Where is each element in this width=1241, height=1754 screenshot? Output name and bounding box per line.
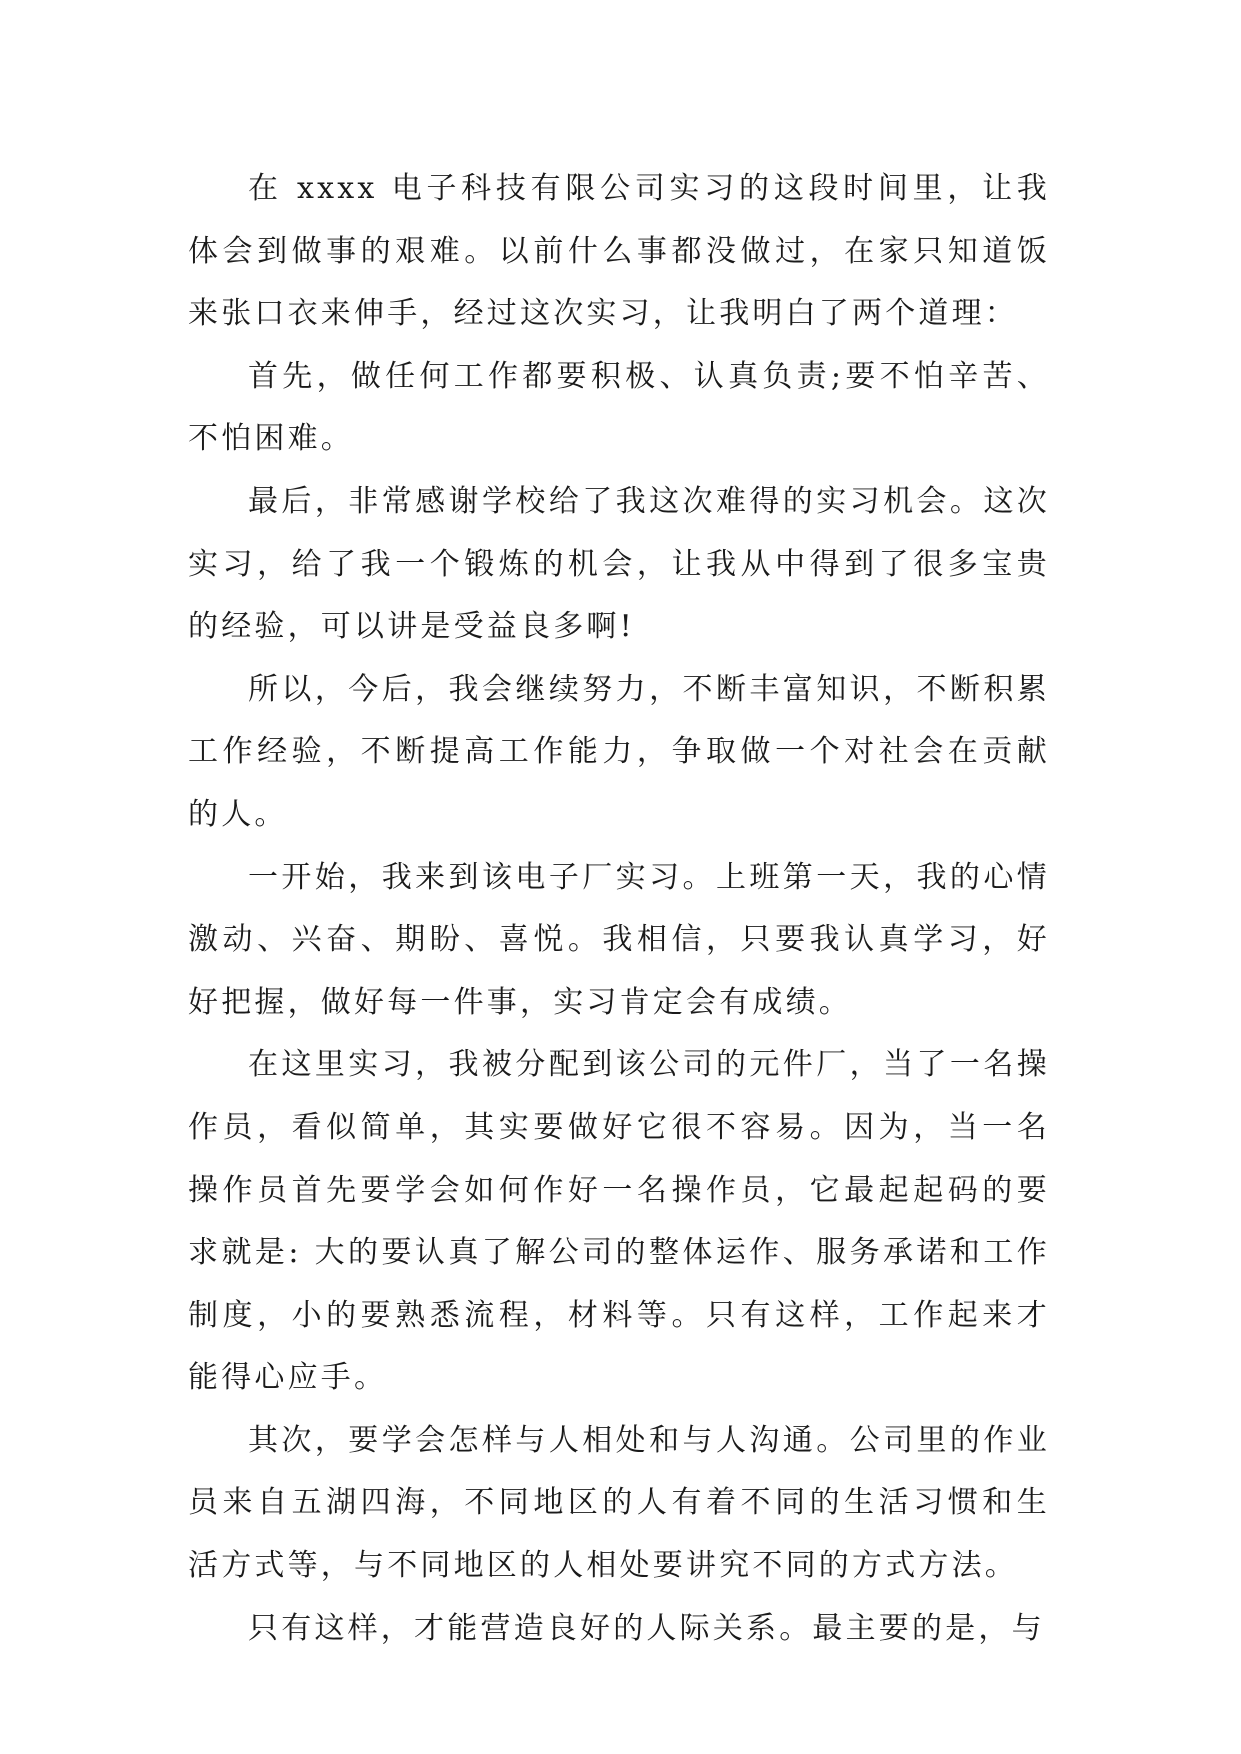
paragraph-5: 一开始，我来到该电子厂实习。上班第一天，我的心情激动、兴奋、期盼、喜悦。我相信，只要我认真学习，好好把握，做好每一件事，实习肯定会有成绩。 xyxy=(188,859,1050,1020)
paragraph-7: 其次，要学会怎样与人相处和与人沟通。公司里的作业员来自五湖四海，不同地区的人有着不同的生活习惯和生活方式等，与不同地区的人相处要讲究不同的方式方法。 xyxy=(188,1422,1050,1584)
paragraph-6: 在这里实习，我被分配到该公司的元件厂，当了一名操作员，看似简单，其实要做好它很不容易。因为，当一名操作员首先要学会如何作好一名操作员，它最起起码的要求就是: 大的要认真了解公司的整体运作、服务承诺和工作制度，小的要熟悉流程，材料等。只有这样，工作起来才能得心应手。 xyxy=(188,1047,1050,1396)
paragraph-3: 最后，非常感谢学校给了我这次难得的实习机会。这次实习，给了我一个锻炼的机会，让我从中得到了很多宝贵的经验，可以讲是受益良多啊! xyxy=(188,483,1050,645)
paragraph-8: 只有这样，才能营造良好的人际关系。最主要的是，与 xyxy=(248,1610,1045,1646)
paragraph-1: 在 xxxx 电子科技有限公司实习的这段时间里，让我体会到做事的艰难。以前什么事都没做过，在家只知道饭来张口衣来伸手，经过这次实习，让我明白了两个道理： xyxy=(188,171,1050,332)
paragraph-2: 首先，做任何工作都要积极、认真负责;要不怕辛苦、不怕困难。 xyxy=(188,358,1050,457)
document-body xyxy=(188,158,1050,1660)
paragraph-4: 所以，今后，我会继续努力，不断丰富知识，不断积累工作经验，不断提高工作能力，争取做一个对社会在贡献的人。 xyxy=(188,671,1050,832)
